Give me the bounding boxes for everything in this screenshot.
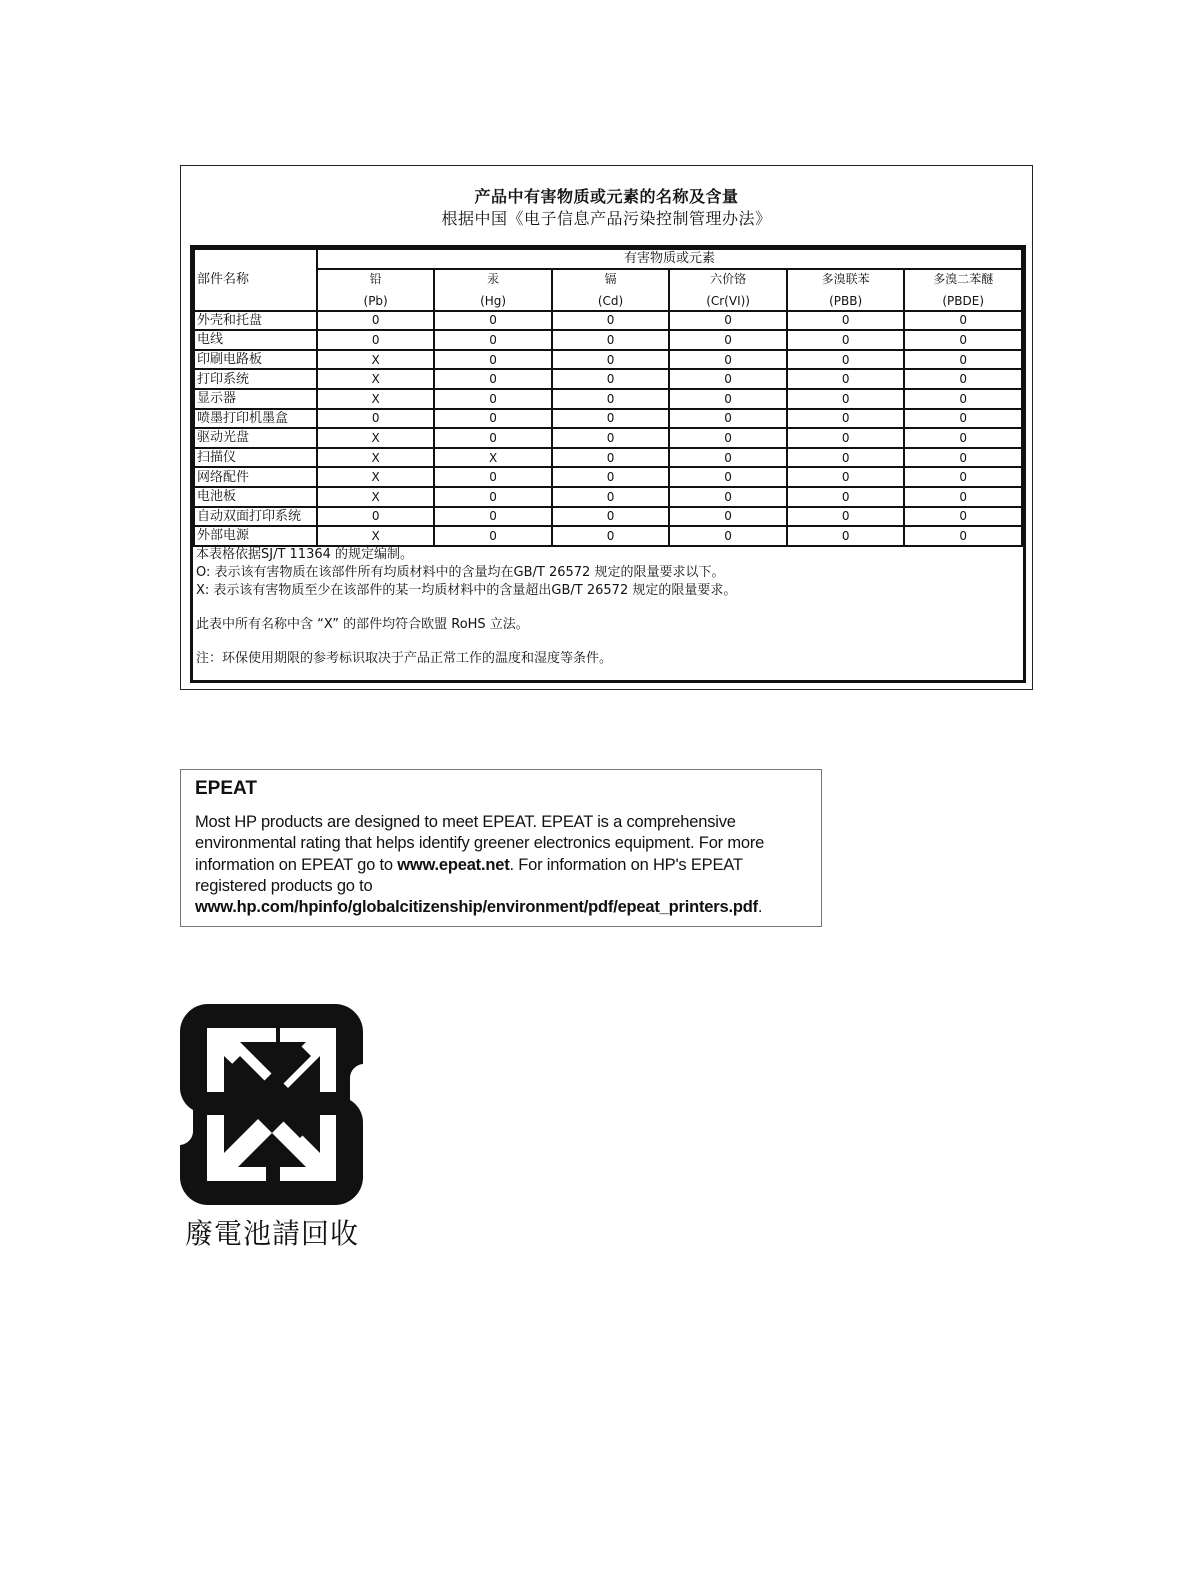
substance-value-cell: 0 [434, 350, 551, 370]
substance-value-cell: 0 [552, 507, 669, 527]
substance-value-cell: 0 [787, 350, 905, 370]
substance-value-cell: 0 [787, 467, 905, 487]
epeat-text-3: . [757, 898, 763, 917]
substance-value-cell: 0 [434, 330, 551, 350]
rohs-subtitle: 根据中国《电子信息产品污染控制管理办法》 [441, 209, 772, 228]
substance-value-cell: 0 [904, 350, 1022, 370]
substance-value-cell: 0 [787, 369, 905, 389]
substance-value-cell: 0 [434, 311, 551, 331]
substance-value-cell: 0 [552, 448, 669, 468]
table-row [194, 507, 1022, 527]
substance-value-cell: 0 [434, 428, 551, 448]
substance-value-cell: 0 [317, 507, 434, 527]
substance-value-cell: 0 [434, 526, 551, 546]
header-substance [552, 269, 669, 311]
rohs-title: 产品中有害物质或元素的名称及含量 [474, 187, 739, 206]
table-row [194, 409, 1022, 429]
substance-value-cell: 0 [787, 526, 905, 546]
substance-value-cell: 0 [787, 448, 905, 468]
epeat-body [195, 812, 815, 918]
table-row [194, 350, 1022, 370]
substance-value-cell: X [317, 526, 434, 546]
substance-value-cell: 0 [787, 428, 905, 448]
header-part-name: 部件名称 [194, 249, 317, 311]
substance-value-cell: 0 [669, 507, 787, 527]
substance-value-cell: 0 [669, 311, 787, 331]
substance-value-cell: 0 [904, 330, 1022, 350]
recycle-caption: 廢電池請回收 [185, 1217, 360, 1250]
table-row [194, 448, 1022, 468]
substance-value-cell: 0 [904, 487, 1022, 507]
substance-value-cell: 0 [904, 428, 1022, 448]
header-substance [669, 269, 787, 311]
substance-value-cell: 0 [434, 507, 551, 527]
substance-value-cell: 0 [552, 389, 669, 409]
substance-value-cell: 0 [434, 369, 551, 389]
substance-value-cell: 0 [552, 350, 669, 370]
substance-name: 多溴二苯醚 [933, 271, 994, 286]
substance-value-cell: 0 [669, 428, 787, 448]
table-row [194, 311, 1022, 331]
substance-value-cell: 0 [552, 330, 669, 350]
substance-name: 铅 [369, 271, 382, 286]
epeat-text-2: . For information on HP's EPEAT registered products go to [195, 855, 743, 895]
part-name-cell: 显示器 [194, 389, 317, 409]
part-name-cell: 网络配件 [194, 467, 317, 487]
table-row [194, 330, 1022, 350]
substance-value-cell: 0 [669, 389, 787, 409]
part-name-cell: 电线 [194, 330, 317, 350]
rohs-declaration [180, 165, 1033, 690]
substance-value-cell: 0 [552, 409, 669, 429]
part-name-cell: 外壳和托盘 [194, 311, 317, 331]
part-name-cell: 扫描仪 [194, 448, 317, 468]
substance-name: 多溴联苯 [821, 271, 870, 286]
substance-name: 汞 [487, 271, 500, 286]
hp-epeat-link[interactable]: www.hp.com/hpinfo/globalcitizenship/environment/pdf/epeat_printers.pdf [195, 898, 758, 917]
substance-name: 六价铬 [710, 271, 747, 286]
substance-value-cell: X [317, 389, 434, 409]
substance-name: 镉 [604, 271, 617, 286]
substance-value-cell: X [317, 448, 434, 468]
substance-value-cell: 0 [317, 409, 434, 429]
substance-value-cell: X [434, 448, 551, 468]
table-row [194, 487, 1022, 507]
substance-value-cell: 0 [787, 507, 905, 527]
substance-value-cell: 0 [904, 467, 1022, 487]
battery-recycle-icon [180, 1004, 363, 1205]
header-substance [904, 269, 1022, 311]
note-standard: 本表格依据SJ/T 11364 的规定编制。 [196, 547, 414, 562]
substance-value-cell: 0 [904, 389, 1022, 409]
substance-value-cell: 0 [787, 330, 905, 350]
epeat-title: EPEAT [195, 778, 257, 799]
part-name-cell: 驱动光盘 [194, 428, 317, 448]
substance-value-cell: 0 [552, 526, 669, 546]
epeat-text-1: Most HP products are designed to meet EPEAT. EPEAT is a comprehensive environmental rating that helps identify greener electronics equipment. For more information on EPEAT go to [195, 813, 765, 874]
substance-value-cell: 0 [669, 369, 787, 389]
substance-symbol: (Cr(VI)) [706, 293, 750, 308]
note-epup: 注：环保使用期限的参考标识取决于产品正常工作的温度和湿度等条件。 [196, 651, 613, 666]
part-name-cell: 印刷电路板 [194, 350, 317, 370]
substance-value-cell: 0 [552, 487, 669, 507]
substance-value-cell: X [317, 369, 434, 389]
substance-value-cell: 0 [904, 409, 1022, 429]
substance-value-cell: X [317, 350, 434, 370]
substance-value-cell: 0 [669, 330, 787, 350]
table-row [194, 428, 1022, 448]
substance-value-cell: 0 [787, 409, 905, 429]
rohs-table [193, 248, 1023, 547]
substance-symbol: (Hg) [480, 293, 507, 308]
note-o-definition: O: 表示该有害物质在该部件所有均质材料中的含量均在GB/T 26572 规定的限量要求以下。 [196, 565, 725, 580]
substance-value-cell: 0 [904, 526, 1022, 546]
substance-symbol: (Pb) [363, 293, 388, 308]
substance-symbol: (PBDE) [942, 293, 985, 308]
table-row [194, 389, 1022, 409]
table-row [194, 369, 1022, 389]
part-name-cell: 自动双面打印系统 [194, 507, 317, 527]
substance-value-cell: 0 [552, 311, 669, 331]
substance-value-cell: 0 [434, 389, 551, 409]
substance-value-cell: 0 [434, 467, 551, 487]
header-substance [434, 269, 551, 311]
substance-value-cell: 0 [669, 526, 787, 546]
substance-value-cell: 0 [904, 369, 1022, 389]
substance-value-cell: 0 [317, 330, 434, 350]
table-row [194, 467, 1022, 487]
part-name-cell: 打印系统 [194, 369, 317, 389]
substance-symbol: (Cd) [597, 293, 624, 308]
substance-value-cell: 0 [669, 409, 787, 429]
substance-value-cell: X [317, 467, 434, 487]
substance-value-cell: 0 [904, 507, 1022, 527]
substance-value-cell: 0 [552, 369, 669, 389]
part-name-cell: 电池板 [194, 487, 317, 507]
substance-value-cell: 0 [787, 389, 905, 409]
header-substance [787, 269, 905, 311]
substance-value-cell: 0 [787, 487, 905, 507]
rohs-notes [196, 546, 736, 668]
note-x-definition: X: 表示该有害物质至少在该部件的某一均质材料中的含量超出GB/T 26572 规定的限量要求。 [196, 583, 737, 598]
substance-value-cell: 0 [787, 311, 905, 331]
table-row [194, 526, 1022, 546]
substance-symbol: (PBB) [829, 293, 863, 308]
epeat-box [180, 769, 822, 927]
substance-value-cell: 0 [669, 448, 787, 468]
part-name-cell: 喷墨打印机墨盒 [194, 409, 317, 429]
rohs-table-frame [190, 245, 1026, 683]
substance-value-cell: 0 [904, 448, 1022, 468]
substance-value-cell: 0 [434, 409, 551, 429]
substance-value-cell: 0 [904, 311, 1022, 331]
substance-value-cell: X [317, 487, 434, 507]
part-name-cell: 外部电源 [194, 526, 317, 546]
substance-value-cell: 0 [317, 311, 434, 331]
header-hazardous-substances: 有害物质或元素 [317, 249, 1022, 269]
substance-value-cell: 0 [434, 487, 551, 507]
substance-value-cell: 0 [669, 487, 787, 507]
substance-value-cell: 0 [552, 467, 669, 487]
substance-value-cell: 0 [669, 467, 787, 487]
note-rohs-compliance: 此表中所有名称中含 “X” 的部件均符合欧盟 RoHS 立法。 [196, 617, 529, 632]
substance-value-cell: 0 [669, 350, 787, 370]
epeat-link[interactable]: www.epeat.net [397, 855, 510, 874]
substance-value-cell: X [317, 428, 434, 448]
substance-value-cell: 0 [552, 428, 669, 448]
header-substance [317, 269, 434, 311]
